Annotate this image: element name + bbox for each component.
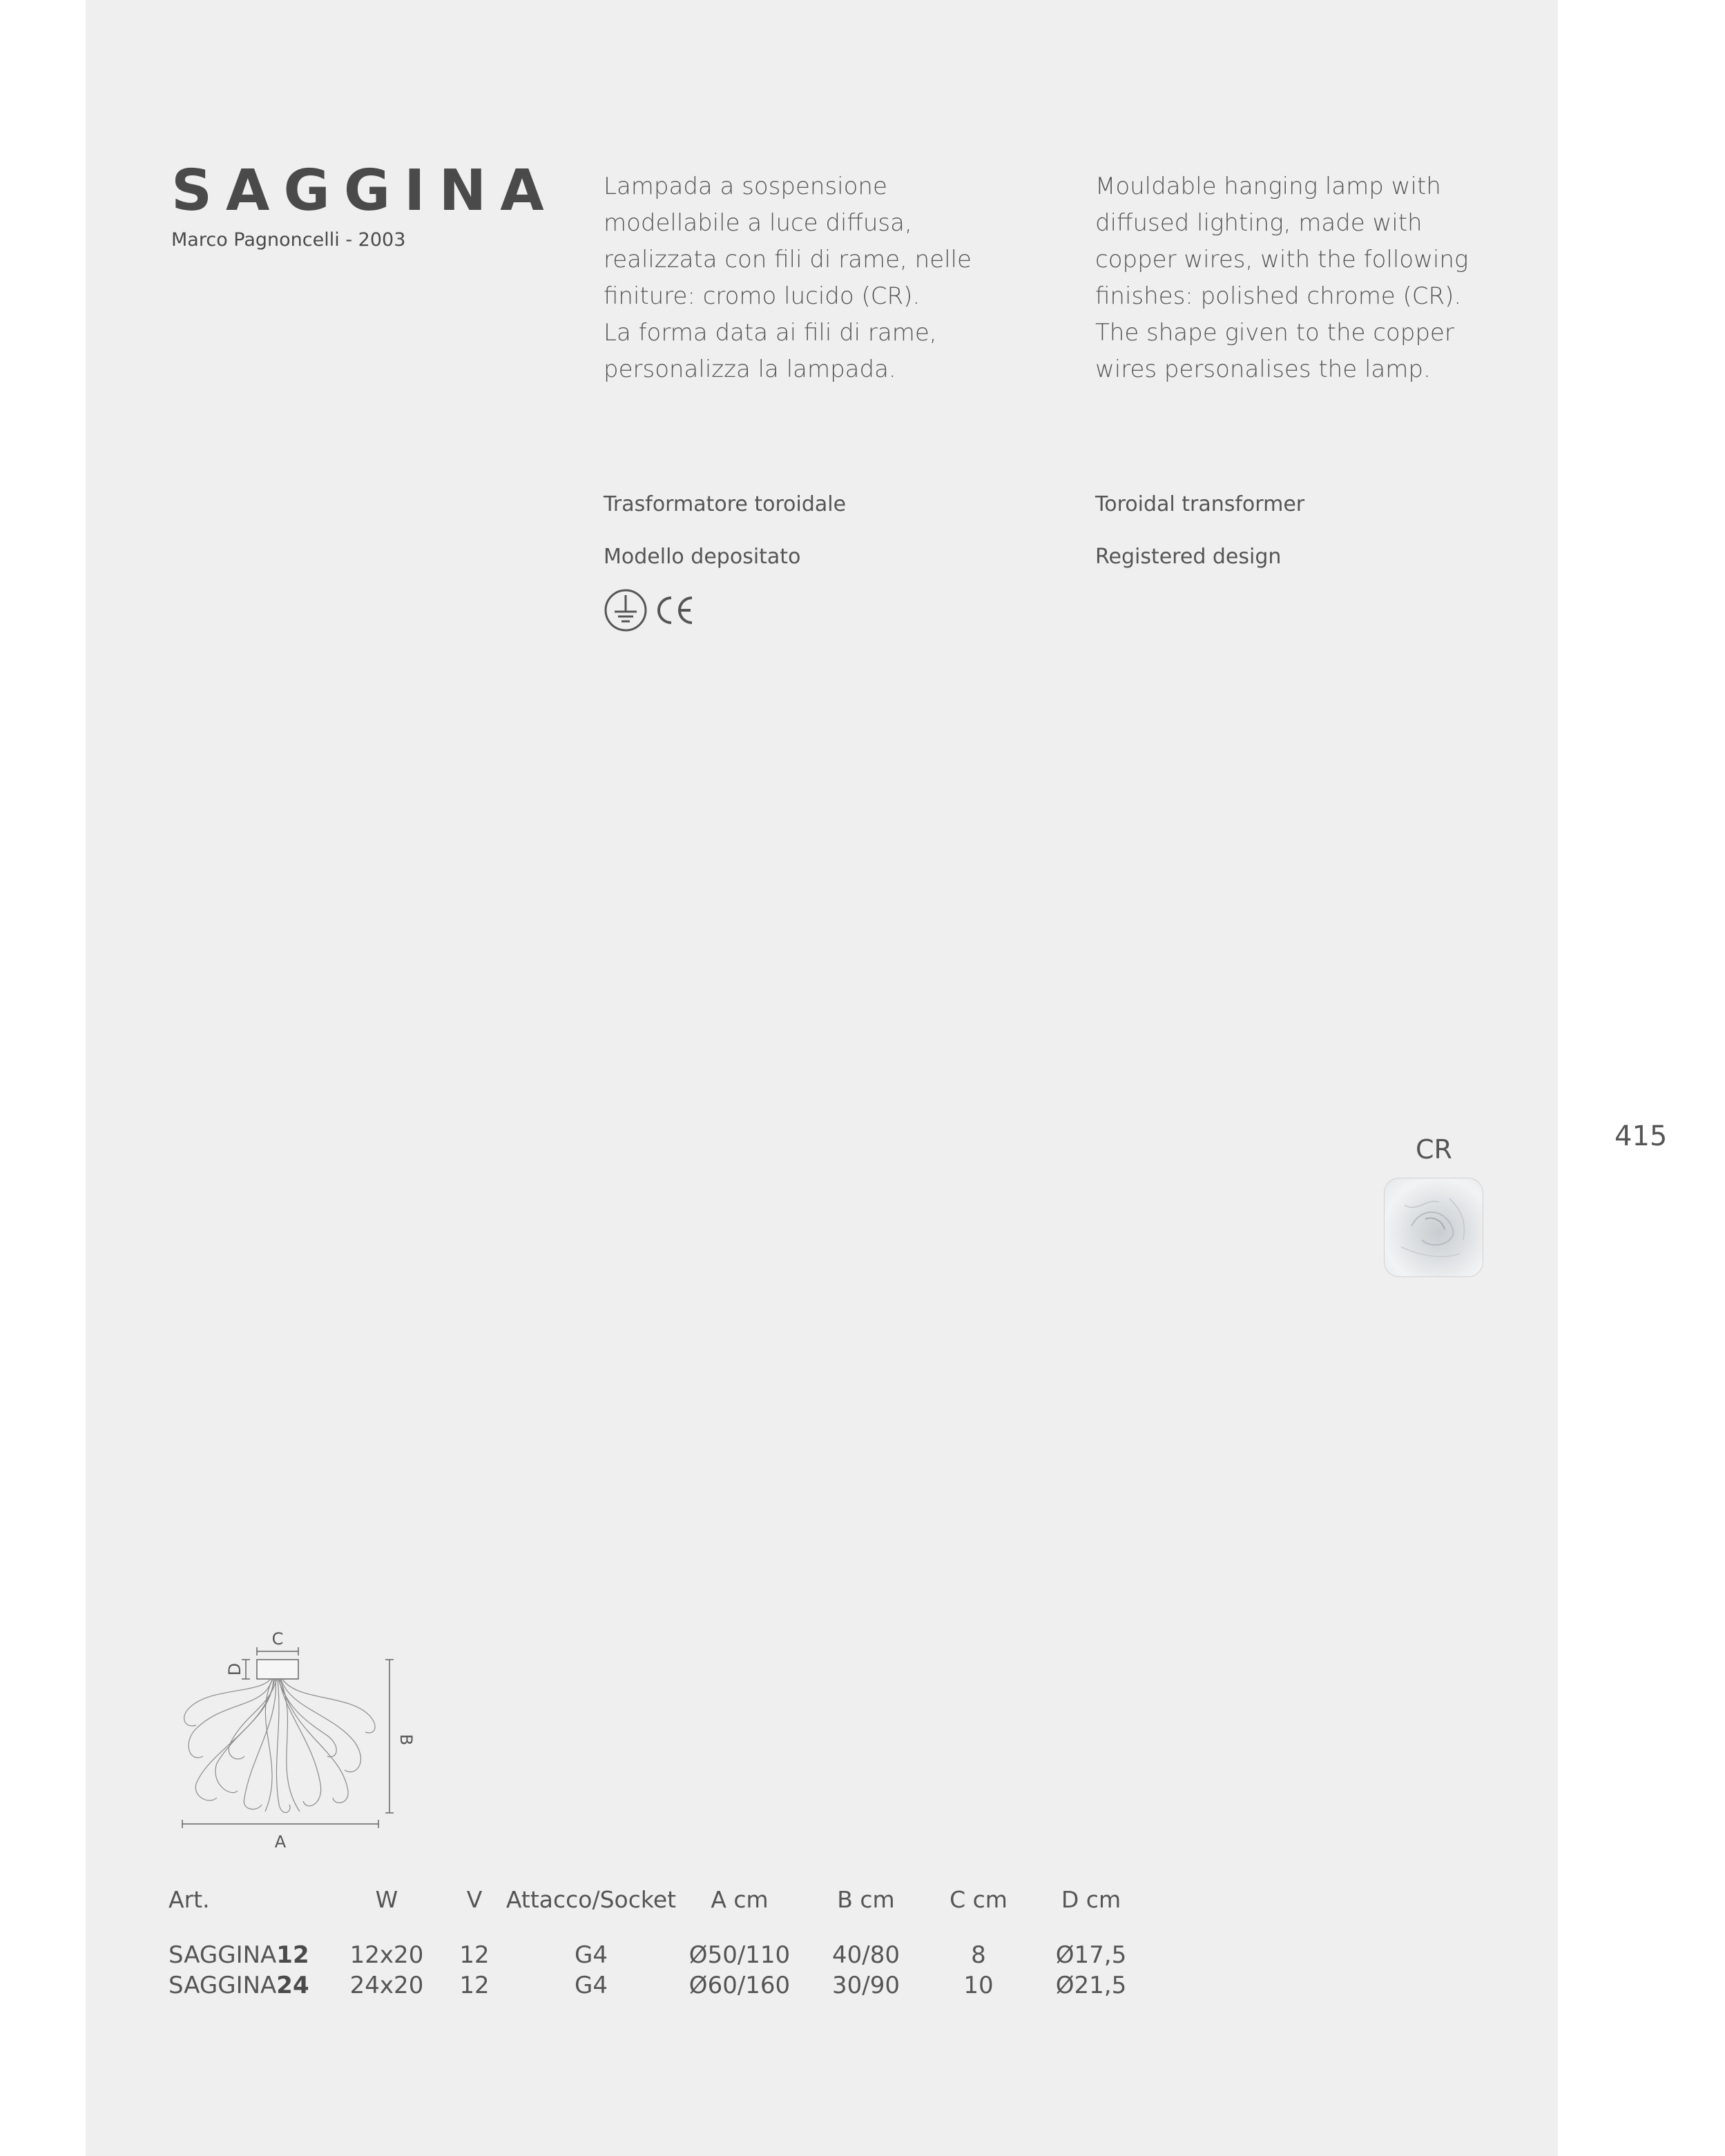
- diagram-label-a: A: [274, 1832, 287, 1852]
- ce-mark-icon: [653, 592, 695, 628]
- spec-v: 12: [459, 1972, 490, 1999]
- art-suffix: 12: [276, 1941, 309, 1969]
- spec-b: 40/80: [832, 1941, 900, 1969]
- table-row: [168, 1970, 1177, 2001]
- spec-d: Ø17,5: [1055, 1941, 1127, 1969]
- description-line: Mouldable hanging lamp with: [1095, 173, 1441, 200]
- spec-art: [168, 1940, 309, 1970]
- description-line: finishes: polished chrome (CR).: [1095, 282, 1462, 310]
- spec-w: 12x20: [349, 1941, 424, 1969]
- designer-credit: Marco Pagnoncelli - 2003: [171, 229, 406, 251]
- spec-header-b: B cm: [837, 1886, 895, 1913]
- spec-a: Ø50/110: [688, 1941, 791, 1969]
- art-suffix: 24: [276, 1972, 309, 1999]
- description-line: The shape given to the copper: [1095, 319, 1454, 347]
- description-line: La forma data ai fili di rame,: [604, 319, 937, 347]
- finish-code: CR: [1416, 1134, 1452, 1165]
- copper-wires: [184, 1679, 375, 1813]
- spec-header-a: A cm: [711, 1886, 769, 1913]
- note-transformer-italian: Trasformatore toroidale: [604, 492, 847, 516]
- diagram-label-d: D: [225, 1662, 244, 1676]
- spec-socket: G4: [575, 1972, 608, 1999]
- spec-header-row: [168, 1885, 1177, 1940]
- page-number: 415: [1615, 1120, 1668, 1152]
- spec-header-w: W: [375, 1886, 398, 1913]
- spec-table: [168, 1885, 1177, 2001]
- spec-c: 10: [963, 1972, 994, 1999]
- description-line: Lampada a sospensione: [604, 173, 887, 200]
- swatch-texture: [1384, 1178, 1483, 1277]
- note-design-italian: Modello depositato: [604, 545, 801, 569]
- certification-marks: [604, 588, 695, 632]
- spec-a: Ø60/160: [688, 1972, 791, 1999]
- description-line: diffused lighting, made with: [1095, 209, 1423, 237]
- earth-ground-icon: [604, 588, 648, 632]
- diagram-label-b: B: [396, 1733, 416, 1746]
- spec-d: Ø21,5: [1055, 1972, 1127, 1999]
- description-line: personalizza la lampada.: [604, 356, 896, 383]
- description-line: realizzata con fili di rame, nelle: [604, 246, 972, 273]
- spec-header-c: C cm: [950, 1886, 1008, 1913]
- note-design-english: Registered design: [1095, 545, 1282, 569]
- description-line: wires personalises the lamp.: [1095, 356, 1431, 383]
- description-italian: [604, 168, 1045, 388]
- spec-art: [168, 1970, 309, 2001]
- spec-c: 8: [971, 1941, 986, 1969]
- art-base: SAGGINA: [168, 1941, 277, 1969]
- spec-header-d: D cm: [1061, 1886, 1121, 1913]
- note-transformer-english: Toroidal transformer: [1095, 492, 1305, 516]
- diagram-label-c: C: [271, 1629, 284, 1649]
- table-row: [168, 1940, 1177, 1970]
- dimension-diagram: [168, 1625, 431, 1853]
- description-english: [1095, 168, 1537, 388]
- description-line: copper wires, with the following: [1095, 246, 1469, 273]
- spec-header-art: Art.: [168, 1886, 210, 1913]
- spec-socket: G4: [575, 1941, 608, 1969]
- spec-w: 24x20: [349, 1972, 424, 1999]
- product-title: SAGGINA: [171, 158, 558, 224]
- spec-header-socket: Attacco/Socket: [505, 1886, 677, 1913]
- finish-swatch: [1384, 1178, 1483, 1277]
- description-line: finiture: cromo lucido (CR).: [604, 282, 921, 310]
- art-base: SAGGINA: [168, 1972, 277, 1999]
- spec-header-v: V: [466, 1886, 483, 1913]
- spec-b: 30/90: [832, 1972, 900, 1999]
- spec-v: 12: [459, 1941, 490, 1969]
- description-line: modellabile a luce diffusa,: [604, 209, 912, 237]
